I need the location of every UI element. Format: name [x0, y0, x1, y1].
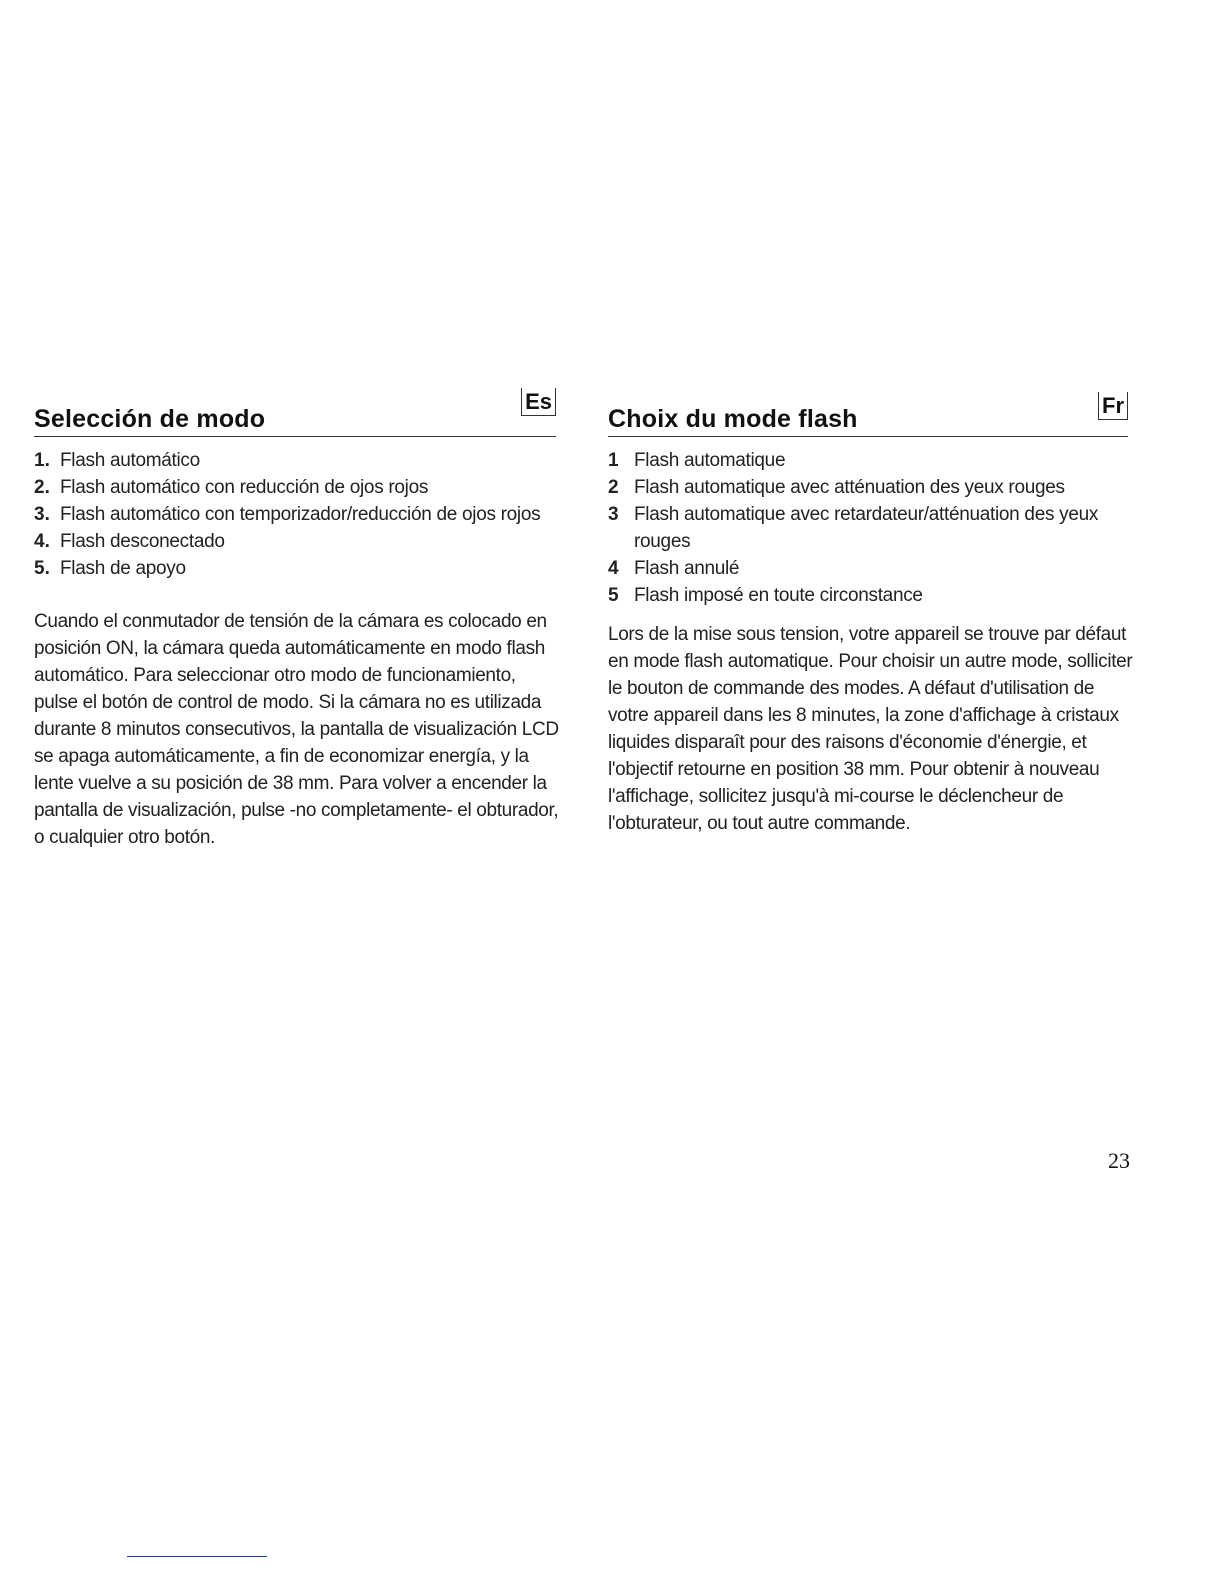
- list-item-number: 5: [608, 585, 619, 606]
- list-item: [34, 528, 556, 555]
- list-item-text: Flash automatique avec retardateur/atténuation des yeux rouges: [634, 504, 1099, 552]
- list-item-text: Flash automático con temporizador/reducción de ojos rojos: [60, 504, 541, 525]
- list-item-number: 2: [608, 477, 619, 498]
- list-item-number: 5.: [34, 558, 50, 579]
- french-language-badge: Fr: [1098, 392, 1128, 420]
- list-item: [34, 501, 556, 528]
- spanish-header: [34, 388, 556, 437]
- french-header: [608, 388, 1128, 437]
- list-item-number: 3: [608, 504, 619, 525]
- footer-divider: [127, 1556, 267, 1557]
- list-item-number: 4: [608, 558, 619, 579]
- list-item: [34, 555, 556, 582]
- french-section: [608, 388, 1133, 837]
- list-item: [34, 447, 556, 474]
- french-title: Choix du mode flash: [608, 405, 858, 433]
- list-item-number: 1: [608, 450, 619, 471]
- list-item: [608, 582, 1128, 609]
- list-item-number: 4.: [34, 531, 50, 552]
- list-item: [608, 555, 1128, 582]
- page-number: 23: [1108, 1148, 1130, 1173]
- spanish-section: [34, 388, 559, 851]
- french-flash-mode-list: [608, 447, 1128, 609]
- list-item-number: 1.: [34, 450, 50, 471]
- french-paragraph: Lors de la mise sous tension, votre appareil se trouve par défaut en mode flash automatique. Pour choisir un autre mode, solliciter le bouton de commande des modes. A défaut d'utilisation de votre appareil dans les 8 minutes, la zone d'affichage à cristaux liquides disparaît pour des raisons d'économie d'énergie, et l'objectif retourne en position 38 mm. Pour obtenir à nouveau l'affichage, sollicitez jusqu'à mi-course le déclencheur de l'obturateur, ou tout autre commande.: [608, 624, 1133, 834]
- spanish-flash-mode-list: [34, 447, 556, 582]
- list-item: [608, 474, 1128, 501]
- spanish-title: Selección de modo: [34, 405, 266, 433]
- list-item-text: Flash automático con reducción de ojos rojos: [60, 477, 429, 498]
- spanish-language-badge: Es: [521, 388, 556, 416]
- list-item-number: 3.: [34, 504, 50, 525]
- list-item-text: Flash automatique avec atténuation des yeux rouges: [634, 477, 1065, 498]
- list-item: [34, 474, 556, 501]
- list-item-text: Flash annulé: [634, 558, 740, 579]
- list-item-text: Flash automático: [60, 450, 200, 471]
- list-item-text: Flash de apoyo: [60, 558, 186, 579]
- list-item-number: 2.: [34, 477, 50, 498]
- list-item: [608, 447, 1128, 474]
- list-item-text: Flash imposé en toute circonstance: [634, 585, 923, 606]
- list-item-text: Flash desconectado: [60, 531, 225, 552]
- spanish-paragraph: Cuando el conmutador de tensión de la cámara es colocado en posición ON, la cámara queda automáticamente en modo flash automático. Para seleccionar otro modo de funcionamiento, pulse el botón de control de modo. Si la cámara no es utilizada durante 8 minutos consecutivos, la pantalla de visualización LCD se apaga automáticamente, a fin de economizar energía, y la lente vuelve a su posición de 38 mm. Para volver a encender la pantalla de visualización, pulse -no completamente- el obturador, o cualquier otro botón.: [34, 611, 559, 848]
- list-item-text: Flash automatique: [634, 450, 786, 471]
- list-item: [608, 501, 1128, 555]
